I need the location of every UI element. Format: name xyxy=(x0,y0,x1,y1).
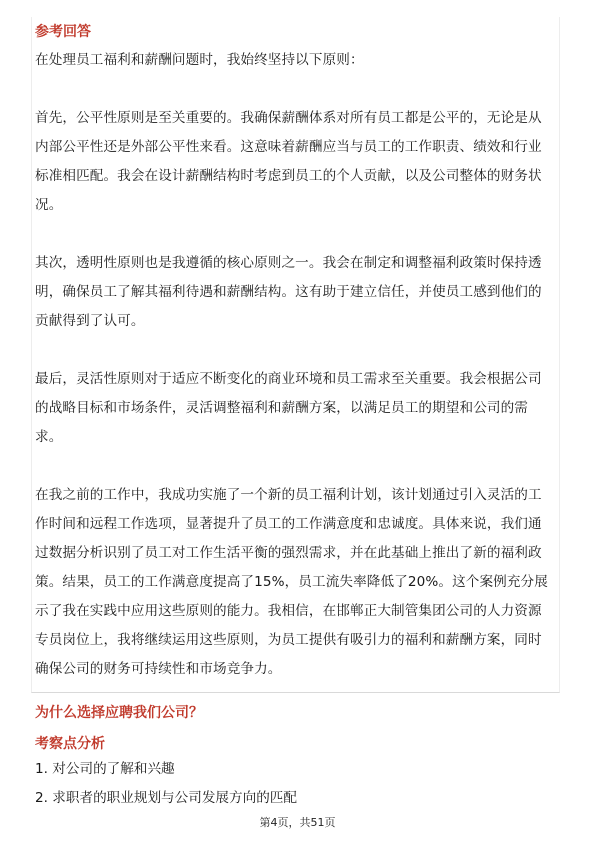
analysis-heading: 考察点分析 xyxy=(35,736,105,752)
reference-answer-heading: 参考回答 xyxy=(35,24,91,40)
answer-paragraph-example: 在我之前的工作中，我成功实施了一个新的员工福利计划，该计划通过引入灵活的工作时间和远程工作选项，显著提升了员工的工作满意度和忠诚度。具体来说，我们通过数据分析识别了员工对工作生活平衡的强烈需求，并在此基础上推出了新的福利政策。结果，员工的工作满意度提高了15%，员工流失率降低了20%。这个案例充分展示了我在实践中应用这些原则的能力。我相信，在邯郸正大制管集团公司的人力资源专员岗位上，我将继续运用这些原则，为员工提供有吸引力的福利和薪酬方案，同时确保公司的财务可持续性和市场竞争力。 xyxy=(35,487,548,677)
page-number: 第4页，共51页 xyxy=(259,816,336,829)
answer-paragraph-fairness: 首先，公平性原则是至关重要的。我确保薪酬体系对所有员工都是公平的，无论是从内部公平性还是外部公平性来看。这意味着薪酬应当与员工的工作职责、绩效和行业标准相匹配。我会在设计薪酬结构时考虑到员工的个人贡献，以及公司整体的财务状况。 xyxy=(35,110,542,213)
answer-intro: 在处理员工福利和薪酬问题时，我始终坚持以下原则： xyxy=(35,52,364,68)
answer-paragraph-transparency: 其次，透明性原则也是我遵循的核心原则之一。我会在制定和调整福利政策时保持透明，确保员工了解其福利待遇和薪酬结构。这有助于建立信任，并使员工感到他们的贡献得到了认可。 xyxy=(35,255,542,329)
analysis-point-1: 1. 对公司的了解和兴趣 xyxy=(35,761,175,777)
question-title: 为什么选择应聘我们公司？ xyxy=(35,705,203,721)
answer-paragraph-flexibility: 最后，灵活性原则对于适应不断变化的商业环境和员工需求至关重要。我会根据公司的战略目标和市场条件，灵活调整福利和薪酬方案，以满足员工的期望和公司的需求。 xyxy=(35,371,542,445)
analysis-point-2: 2. 求职者的职业规划与公司发展方向的匹配 xyxy=(35,790,297,806)
